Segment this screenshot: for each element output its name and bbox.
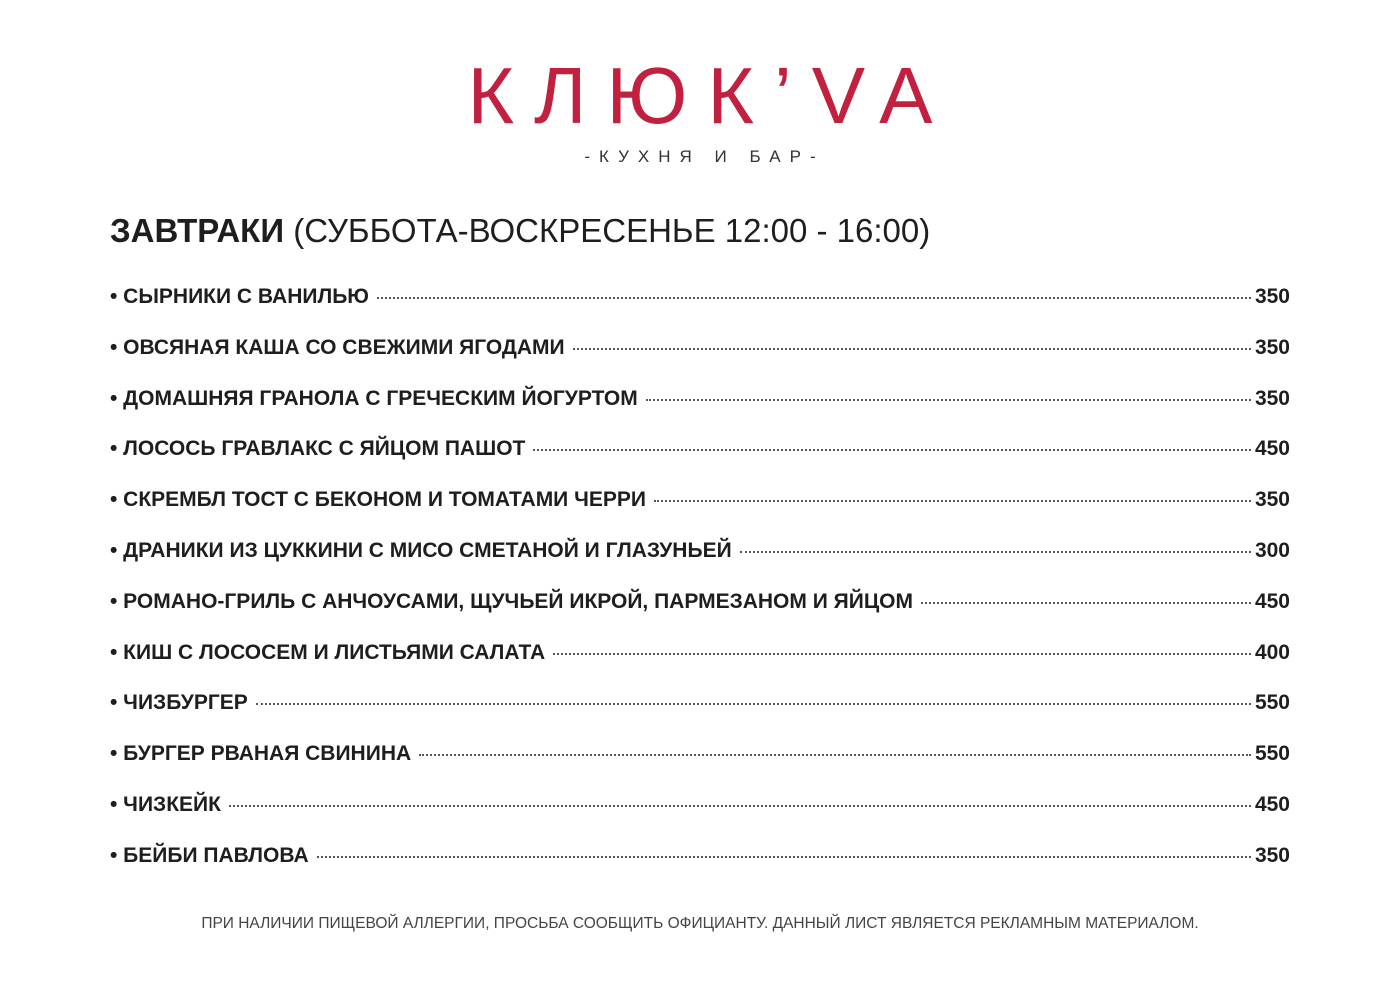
allergy-disclaimer: ПРИ НАЛИЧИИ ПИЩЕВОЙ АЛЛЕРГИИ, ПРОСЬБА СООБЩИТЬ ОФИЦИАНТУ. ДАННЫЙ ЛИСТ ЯВЛЯЕТСЯ РЕКЛАМНЫМ МАТЕРИАЛОМ. [201,915,1199,932]
dot-leader [533,449,1251,451]
menu-item-price: 350 [1254,386,1290,410]
menu-item-name: • ЧИЗКЕЙК [110,792,221,816]
dot-leader [921,602,1251,604]
menu-item-price: 450 [1254,792,1290,816]
menu-item-price: 350 [1254,843,1290,867]
dot-leader [740,551,1251,553]
menu-item-name: • ЧИЗБУРГЕР [110,691,248,715]
menu-item-name: • БУРГЕР РВАНАЯ СВИНИНА [110,742,412,766]
menu-item [110,682,1290,733]
menu-item [110,632,1290,683]
menu-item [110,378,1290,429]
dot-leader [377,297,1251,299]
menu-item-name: • ДОМАШНЯЯ ГРАНОЛА С ГРЕЧЕСКИМ ЙОГУРТОМ [110,386,638,410]
menu-item [110,784,1290,835]
menu-item [110,428,1290,479]
menu-item [110,479,1290,530]
menu-item-name: • ДРАНИКИ ИЗ ЦУККИНИ С МИСО СМЕТАНОЙ И ГЛАЗУНЬЕЙ [110,538,732,562]
dot-leader [256,703,1251,705]
menu-item-price: 550 [1254,691,1290,715]
dot-leader [646,399,1251,401]
menu-item-price: 350 [1254,285,1290,308]
dot-leader [553,653,1251,655]
menu-item-price: 300 [1254,538,1290,562]
section-schedule: (СУББОТА-ВОСКРЕСЕНЬЕ 12:00 - 16:00) [293,212,931,249]
menu-item-price: 350 [1254,488,1290,512]
menu-item-name: • ОВСЯНАЯ КАША СО СВЕЖИМИ ЯГОДАМИ [110,335,565,359]
dot-leader [573,348,1251,350]
dot-leader [229,805,1251,807]
section-heading [110,208,930,254]
menu-item-name: • СКРЕМБЛ ТОСТ С БЕКОНОМ И ТОМАТАМИ ЧЕРРИ [110,488,646,512]
menu-item-name: • ЛОСОСЬ ГРАВЛАКС С ЯЙЦОМ ПАШОТ [110,437,526,461]
menu-item [110,530,1290,581]
menu-item [110,733,1290,784]
menu-item [110,835,1290,886]
menu-item [110,581,1290,632]
brand-tagline: -КУХНЯ И БАР- [584,147,825,166]
brand-logo: КЛЮК’VA [467,51,953,140]
menu-item-name: • БЕЙБИ ПАВЛОВА [110,843,309,867]
menu-item-price: 400 [1254,640,1290,664]
menu-item-name: • КИШ С ЛОСОСЕМ И ЛИСТЬЯМИ САЛАТА [110,640,546,664]
menu-item-name: • СЫРНИКИ С ВАНИЛЬЮ [110,285,369,308]
menu-item-price: 550 [1254,742,1290,766]
menu-item-price: 450 [1254,437,1290,461]
dot-leader [317,856,1251,858]
menu-item [110,327,1290,378]
menu-item [110,276,1290,327]
menu-item-price: 450 [1254,589,1290,613]
dot-leader [419,754,1251,756]
menu-item-name: • РОМАНО-ГРИЛЬ С АНЧОУСАМИ, ЩУЧЬЕЙ ИКРОЙ, ПАРМЕЗАНОМ И ЯЙЦОМ [110,589,914,613]
menu-list [110,276,1290,886]
menu-item-price: 350 [1254,335,1290,359]
section-title: ЗАВТРАКИ [110,212,285,249]
dot-leader [654,500,1251,502]
